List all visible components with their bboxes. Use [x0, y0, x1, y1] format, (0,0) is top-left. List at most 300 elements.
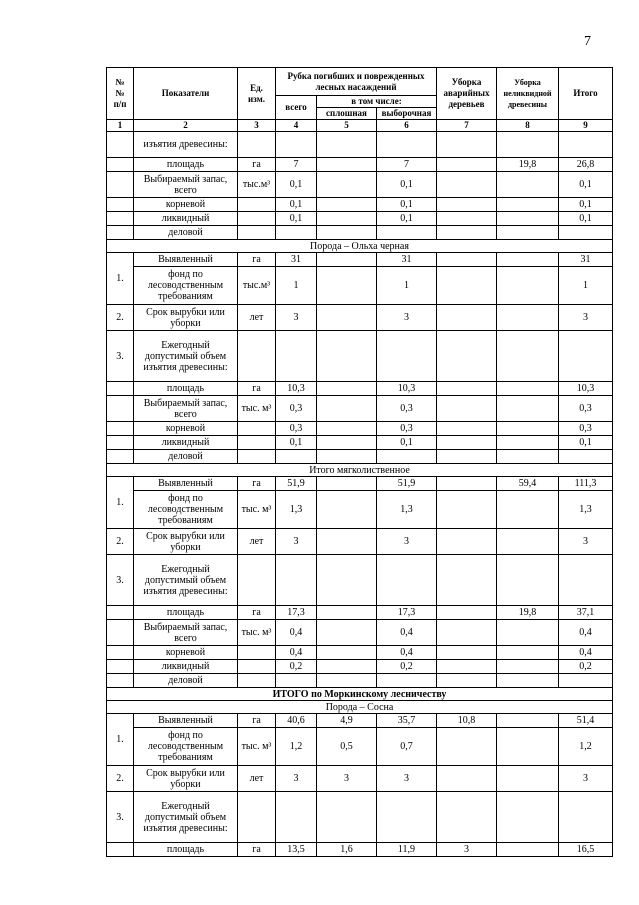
value-cell: 0,1 — [559, 436, 613, 450]
value-cell — [437, 606, 497, 620]
value-cell — [497, 728, 559, 766]
value-cell — [559, 674, 613, 688]
indicator-cell: ликвидный — [134, 660, 238, 674]
value-cell: 0,1 — [276, 436, 317, 450]
row-number: 3. — [107, 555, 134, 606]
value-cell: 0,2 — [276, 660, 317, 674]
row-number: 2. — [107, 305, 134, 331]
unit-cell: га — [238, 382, 276, 396]
value-cell: 0,1 — [377, 212, 437, 226]
value-cell — [317, 436, 377, 450]
row-number — [107, 436, 134, 450]
value-cell — [497, 674, 559, 688]
value-cell — [317, 132, 377, 158]
value-cell — [317, 267, 377, 305]
value-cell: 51,9 — [377, 477, 437, 491]
table-row — [107, 158, 613, 172]
value-cell — [497, 382, 559, 396]
value-cell — [497, 253, 559, 267]
value-cell — [559, 132, 613, 158]
indicator-cell: корневой — [134, 646, 238, 660]
value-cell: 3 — [559, 305, 613, 331]
row-number — [107, 422, 134, 436]
table-row — [107, 331, 613, 382]
value-cell — [437, 529, 497, 555]
value-cell: 17,3 — [377, 606, 437, 620]
value-cell — [437, 450, 497, 464]
value-cell: 31 — [559, 253, 613, 267]
value-cell: 0,1 — [276, 172, 317, 198]
value-cell — [437, 172, 497, 198]
value-cell — [276, 132, 317, 158]
value-cell: 1,2 — [276, 728, 317, 766]
section-row — [107, 240, 613, 253]
header-clear: сплошная — [317, 108, 377, 120]
value-cell — [437, 382, 497, 396]
indicator-cell: Выбираемый запас, всего — [134, 172, 238, 198]
value-cell — [437, 158, 497, 172]
value-cell: 0,4 — [377, 646, 437, 660]
table-row — [107, 172, 613, 198]
row-number — [107, 646, 134, 660]
value-cell — [437, 396, 497, 422]
section-title: Порода – Ольха черная — [107, 240, 613, 253]
value-cell: 13,5 — [276, 843, 317, 857]
table-row — [107, 198, 613, 212]
value-cell — [276, 331, 317, 382]
col-number: 3 — [238, 120, 276, 132]
value-cell — [377, 450, 437, 464]
value-cell: 3 — [317, 766, 377, 792]
value-cell — [497, 436, 559, 450]
table-row — [107, 646, 613, 660]
value-cell — [437, 766, 497, 792]
col-number: 7 — [437, 120, 497, 132]
value-cell: 17,3 — [276, 606, 317, 620]
value-cell — [497, 620, 559, 646]
indicator-cell: Срок вырубки или уборки — [134, 529, 238, 555]
unit-cell: лет — [238, 766, 276, 792]
indicator-cell: деловой — [134, 674, 238, 688]
value-cell: 51,4 — [559, 714, 613, 728]
value-cell: 1,3 — [276, 491, 317, 529]
value-cell — [559, 226, 613, 240]
value-cell: 10,3 — [276, 382, 317, 396]
indicator-cell: деловой — [134, 450, 238, 464]
table-row — [107, 212, 613, 226]
col-number: 2 — [134, 120, 238, 132]
value-cell: 1,6 — [317, 843, 377, 857]
value-cell — [317, 226, 377, 240]
value-cell — [317, 422, 377, 436]
value-cell — [437, 267, 497, 305]
value-cell — [437, 674, 497, 688]
value-cell: 1,3 — [559, 491, 613, 529]
value-cell: 0,3 — [559, 396, 613, 422]
indicator-cell: корневой — [134, 422, 238, 436]
value-cell — [317, 396, 377, 422]
value-cell: 3 — [276, 529, 317, 555]
row-number: 1. — [107, 477, 134, 529]
section-title: Итого мягколиственное — [107, 464, 613, 477]
value-cell: 0,1 — [276, 212, 317, 226]
value-cell: 1 — [377, 267, 437, 305]
table-row — [107, 450, 613, 464]
value-cell — [317, 450, 377, 464]
value-cell — [317, 212, 377, 226]
value-cell: 3 — [559, 766, 613, 792]
value-cell: 0,1 — [377, 436, 437, 450]
table-row — [107, 555, 613, 606]
col-number: 9 — [559, 120, 613, 132]
value-cell — [497, 226, 559, 240]
value-cell: 40,6 — [276, 714, 317, 728]
indicator-cell: Выбираемый запас, всего — [134, 620, 238, 646]
header-emergency: Уборка аварийных деревьев — [437, 68, 497, 120]
indicator-cell: фонд по лесоводственным требованиям — [134, 267, 238, 305]
row-number: 1. — [107, 714, 134, 766]
value-cell: 59,4 — [497, 477, 559, 491]
value-cell: 0,4 — [276, 646, 317, 660]
value-cell — [276, 450, 317, 464]
unit-cell — [238, 331, 276, 382]
unit-cell — [238, 674, 276, 688]
value-cell: 0,1 — [559, 212, 613, 226]
value-cell — [497, 422, 559, 436]
section-title: ИТОГО по Моркинскому лесничеству — [107, 688, 613, 701]
unit-cell — [238, 436, 276, 450]
value-cell — [497, 172, 559, 198]
value-cell — [497, 766, 559, 792]
value-cell — [497, 396, 559, 422]
indicator-cell: Срок вырубки или уборки — [134, 766, 238, 792]
table-row — [107, 436, 613, 450]
value-cell — [317, 491, 377, 529]
header-illiquid: Уборка неликвидной древесины — [497, 68, 559, 120]
unit-cell: га — [238, 606, 276, 620]
value-cell: 3 — [559, 529, 613, 555]
table-row — [107, 620, 613, 646]
value-cell — [317, 674, 377, 688]
value-cell: 16,5 — [559, 843, 613, 857]
value-cell — [497, 555, 559, 606]
section-row — [107, 464, 613, 477]
value-cell — [497, 792, 559, 843]
value-cell — [437, 491, 497, 529]
value-cell: 51,9 — [276, 477, 317, 491]
value-cell — [437, 132, 497, 158]
value-cell: 1 — [559, 267, 613, 305]
value-cell — [497, 450, 559, 464]
value-cell: 0,1 — [276, 198, 317, 212]
value-cell — [437, 555, 497, 606]
row-number: 3. — [107, 331, 134, 382]
row-number: 1. — [107, 253, 134, 305]
row-number — [107, 158, 134, 172]
unit-cell: лет — [238, 529, 276, 555]
value-cell: 11,9 — [377, 843, 437, 857]
indicator-cell: фонд по лесоводственным требованиям — [134, 491, 238, 529]
value-cell — [276, 226, 317, 240]
value-cell: 0,1 — [559, 198, 613, 212]
header-including: в том числе: — [317, 96, 437, 108]
value-cell: 0,4 — [559, 646, 613, 660]
col-number: 5 — [317, 120, 377, 132]
value-cell: 0,3 — [276, 396, 317, 422]
table-row — [107, 382, 613, 396]
value-cell — [377, 792, 437, 843]
value-cell: 37,1 — [559, 606, 613, 620]
value-cell — [437, 660, 497, 674]
indicator-cell: ликвидный — [134, 212, 238, 226]
unit-cell — [238, 198, 276, 212]
indicator-cell: Выявленный — [134, 477, 238, 491]
unit-cell: тыс. м³ — [238, 396, 276, 422]
row-number — [107, 843, 134, 857]
header-felling: Рубка погибших и поврежденных лесных насаждений — [276, 68, 437, 96]
row-number: 3. — [107, 792, 134, 843]
unit-cell: тыс. м³ — [238, 728, 276, 766]
unit-cell — [238, 792, 276, 843]
value-cell — [497, 714, 559, 728]
value-cell — [317, 305, 377, 331]
unit-cell: га — [238, 714, 276, 728]
value-cell — [437, 253, 497, 267]
row-number — [107, 172, 134, 198]
value-cell — [317, 253, 377, 267]
value-cell — [377, 331, 437, 382]
header-unit: Ед. изм. — [238, 68, 276, 120]
value-cell — [437, 436, 497, 450]
value-cell — [317, 331, 377, 382]
unit-cell — [238, 555, 276, 606]
value-cell: 0,3 — [559, 422, 613, 436]
unit-cell — [238, 212, 276, 226]
value-cell: 3 — [437, 843, 497, 857]
unit-cell: га — [238, 253, 276, 267]
value-cell: 19,8 — [497, 606, 559, 620]
value-cell: 31 — [276, 253, 317, 267]
value-cell — [276, 674, 317, 688]
value-cell: 0,1 — [377, 198, 437, 212]
value-cell — [559, 792, 613, 843]
value-cell: 19,8 — [497, 158, 559, 172]
value-cell — [317, 172, 377, 198]
value-cell: 0,7 — [377, 728, 437, 766]
value-cell: 0,4 — [377, 620, 437, 646]
value-cell — [317, 529, 377, 555]
table-row — [107, 529, 613, 555]
row-number — [107, 450, 134, 464]
value-cell — [497, 267, 559, 305]
value-cell — [437, 198, 497, 212]
table-row — [107, 792, 613, 843]
indicator-cell: площадь — [134, 382, 238, 396]
indicator-cell: ликвидный — [134, 436, 238, 450]
row-number: 2. — [107, 529, 134, 555]
unit-cell — [238, 660, 276, 674]
value-cell — [437, 792, 497, 843]
value-cell — [276, 555, 317, 606]
value-cell — [497, 305, 559, 331]
indicator-cell: площадь — [134, 606, 238, 620]
table-row — [107, 132, 613, 158]
value-cell — [437, 305, 497, 331]
value-cell: 10,3 — [559, 382, 613, 396]
table-row — [107, 305, 613, 331]
table-row — [107, 226, 613, 240]
table-row — [107, 422, 613, 436]
col-number: 6 — [377, 120, 437, 132]
value-cell — [317, 198, 377, 212]
table-row — [107, 714, 613, 728]
col-number: 4 — [276, 120, 317, 132]
value-cell — [276, 792, 317, 843]
value-cell: 0,3 — [276, 422, 317, 436]
indicator-cell: Выбираемый запас, всего — [134, 396, 238, 422]
row-number — [107, 132, 134, 158]
value-cell: 3 — [276, 305, 317, 331]
unit-cell — [238, 422, 276, 436]
indicator-cell: деловой — [134, 226, 238, 240]
table-row — [107, 660, 613, 674]
table-body — [107, 132, 613, 857]
value-cell: 0,3 — [377, 422, 437, 436]
value-cell: 26,8 — [559, 158, 613, 172]
value-cell: 7 — [377, 158, 437, 172]
unit-cell: га — [238, 477, 276, 491]
value-cell: 7 — [276, 158, 317, 172]
indicator-cell: Выявленный — [134, 714, 238, 728]
forest-felling-table — [106, 67, 613, 857]
value-cell — [497, 132, 559, 158]
value-cell: 1,2 — [559, 728, 613, 766]
row-number: 2. — [107, 766, 134, 792]
table-row — [107, 491, 613, 529]
value-cell — [377, 555, 437, 606]
indicator-cell: Срок вырубки или уборки — [134, 305, 238, 331]
value-cell: 4,9 — [317, 714, 377, 728]
indicator-cell: корневой — [134, 198, 238, 212]
value-cell: 0,2 — [377, 660, 437, 674]
value-cell: 0,3 — [377, 396, 437, 422]
value-cell — [317, 382, 377, 396]
value-cell: 0,1 — [559, 172, 613, 198]
value-cell — [497, 660, 559, 674]
table-row — [107, 477, 613, 491]
table-row — [107, 606, 613, 620]
row-number — [107, 606, 134, 620]
unit-cell — [238, 450, 276, 464]
indicator-cell: изъятия древесины: — [134, 132, 238, 158]
value-cell: 111,3 — [559, 477, 613, 491]
indicator-cell: площадь — [134, 843, 238, 857]
value-cell — [437, 422, 497, 436]
value-cell: 0,4 — [559, 620, 613, 646]
row-number — [107, 382, 134, 396]
table-row — [107, 728, 613, 766]
value-cell: 10,8 — [437, 714, 497, 728]
col-number: 8 — [497, 120, 559, 132]
value-cell — [317, 646, 377, 660]
value-cell — [317, 620, 377, 646]
value-cell: 3 — [377, 305, 437, 331]
unit-cell: га — [238, 158, 276, 172]
indicator-cell: Ежегодный допустимый объем изъятия древесины: — [134, 792, 238, 843]
header-total-sub: всего — [276, 96, 317, 120]
unit-cell: тыс. м³ — [238, 620, 276, 646]
indicator-cell: Ежегодный допустимый объем изъятия древесины: — [134, 331, 238, 382]
value-cell — [559, 331, 613, 382]
header-selective: выборочная — [377, 108, 437, 120]
value-cell — [437, 477, 497, 491]
table-row — [107, 843, 613, 857]
row-number — [107, 212, 134, 226]
value-cell — [437, 728, 497, 766]
value-cell — [437, 226, 497, 240]
value-cell — [497, 491, 559, 529]
value-cell: 3 — [276, 766, 317, 792]
section-title: Порода – Сосна — [107, 701, 613, 714]
unit-cell: тыс. м³ — [238, 491, 276, 529]
value-cell — [559, 450, 613, 464]
table-row — [107, 396, 613, 422]
value-cell: 0,1 — [377, 172, 437, 198]
value-cell — [317, 477, 377, 491]
value-cell — [317, 792, 377, 843]
value-cell — [317, 660, 377, 674]
unit-cell — [238, 646, 276, 660]
indicator-cell: Выявленный — [134, 253, 238, 267]
row-number — [107, 660, 134, 674]
table-row — [107, 674, 613, 688]
unit-cell: га — [238, 843, 276, 857]
table-row — [107, 766, 613, 792]
value-cell: 3 — [377, 766, 437, 792]
value-cell: 3 — [377, 529, 437, 555]
value-cell — [377, 226, 437, 240]
value-cell: 1,3 — [377, 491, 437, 529]
unit-cell: тыс.м³ — [238, 172, 276, 198]
value-cell: 31 — [377, 253, 437, 267]
row-number — [107, 198, 134, 212]
indicator-cell: Ежегодный допустимый объем изъятия древесины: — [134, 555, 238, 606]
table-row — [107, 267, 613, 305]
unit-cell: тыс.м³ — [238, 267, 276, 305]
indicator-cell: фонд по лесоводственным требованиям — [134, 728, 238, 766]
row-number — [107, 396, 134, 422]
page-number: 7 — [584, 34, 591, 49]
value-cell — [497, 198, 559, 212]
value-cell — [377, 132, 437, 158]
value-cell: 35,7 — [377, 714, 437, 728]
section-row — [107, 701, 613, 714]
value-cell — [437, 620, 497, 646]
value-cell — [437, 646, 497, 660]
unit-cell — [238, 132, 276, 158]
value-cell — [377, 674, 437, 688]
value-cell — [317, 555, 377, 606]
value-cell: 1 — [276, 267, 317, 305]
value-cell — [497, 331, 559, 382]
header-indicator: Показатели — [134, 68, 238, 120]
value-cell: 0,5 — [317, 728, 377, 766]
header-num: № № п/п — [107, 68, 134, 120]
value-cell — [497, 529, 559, 555]
indicator-cell: площадь — [134, 158, 238, 172]
section-row — [107, 688, 613, 701]
unit-cell — [238, 226, 276, 240]
